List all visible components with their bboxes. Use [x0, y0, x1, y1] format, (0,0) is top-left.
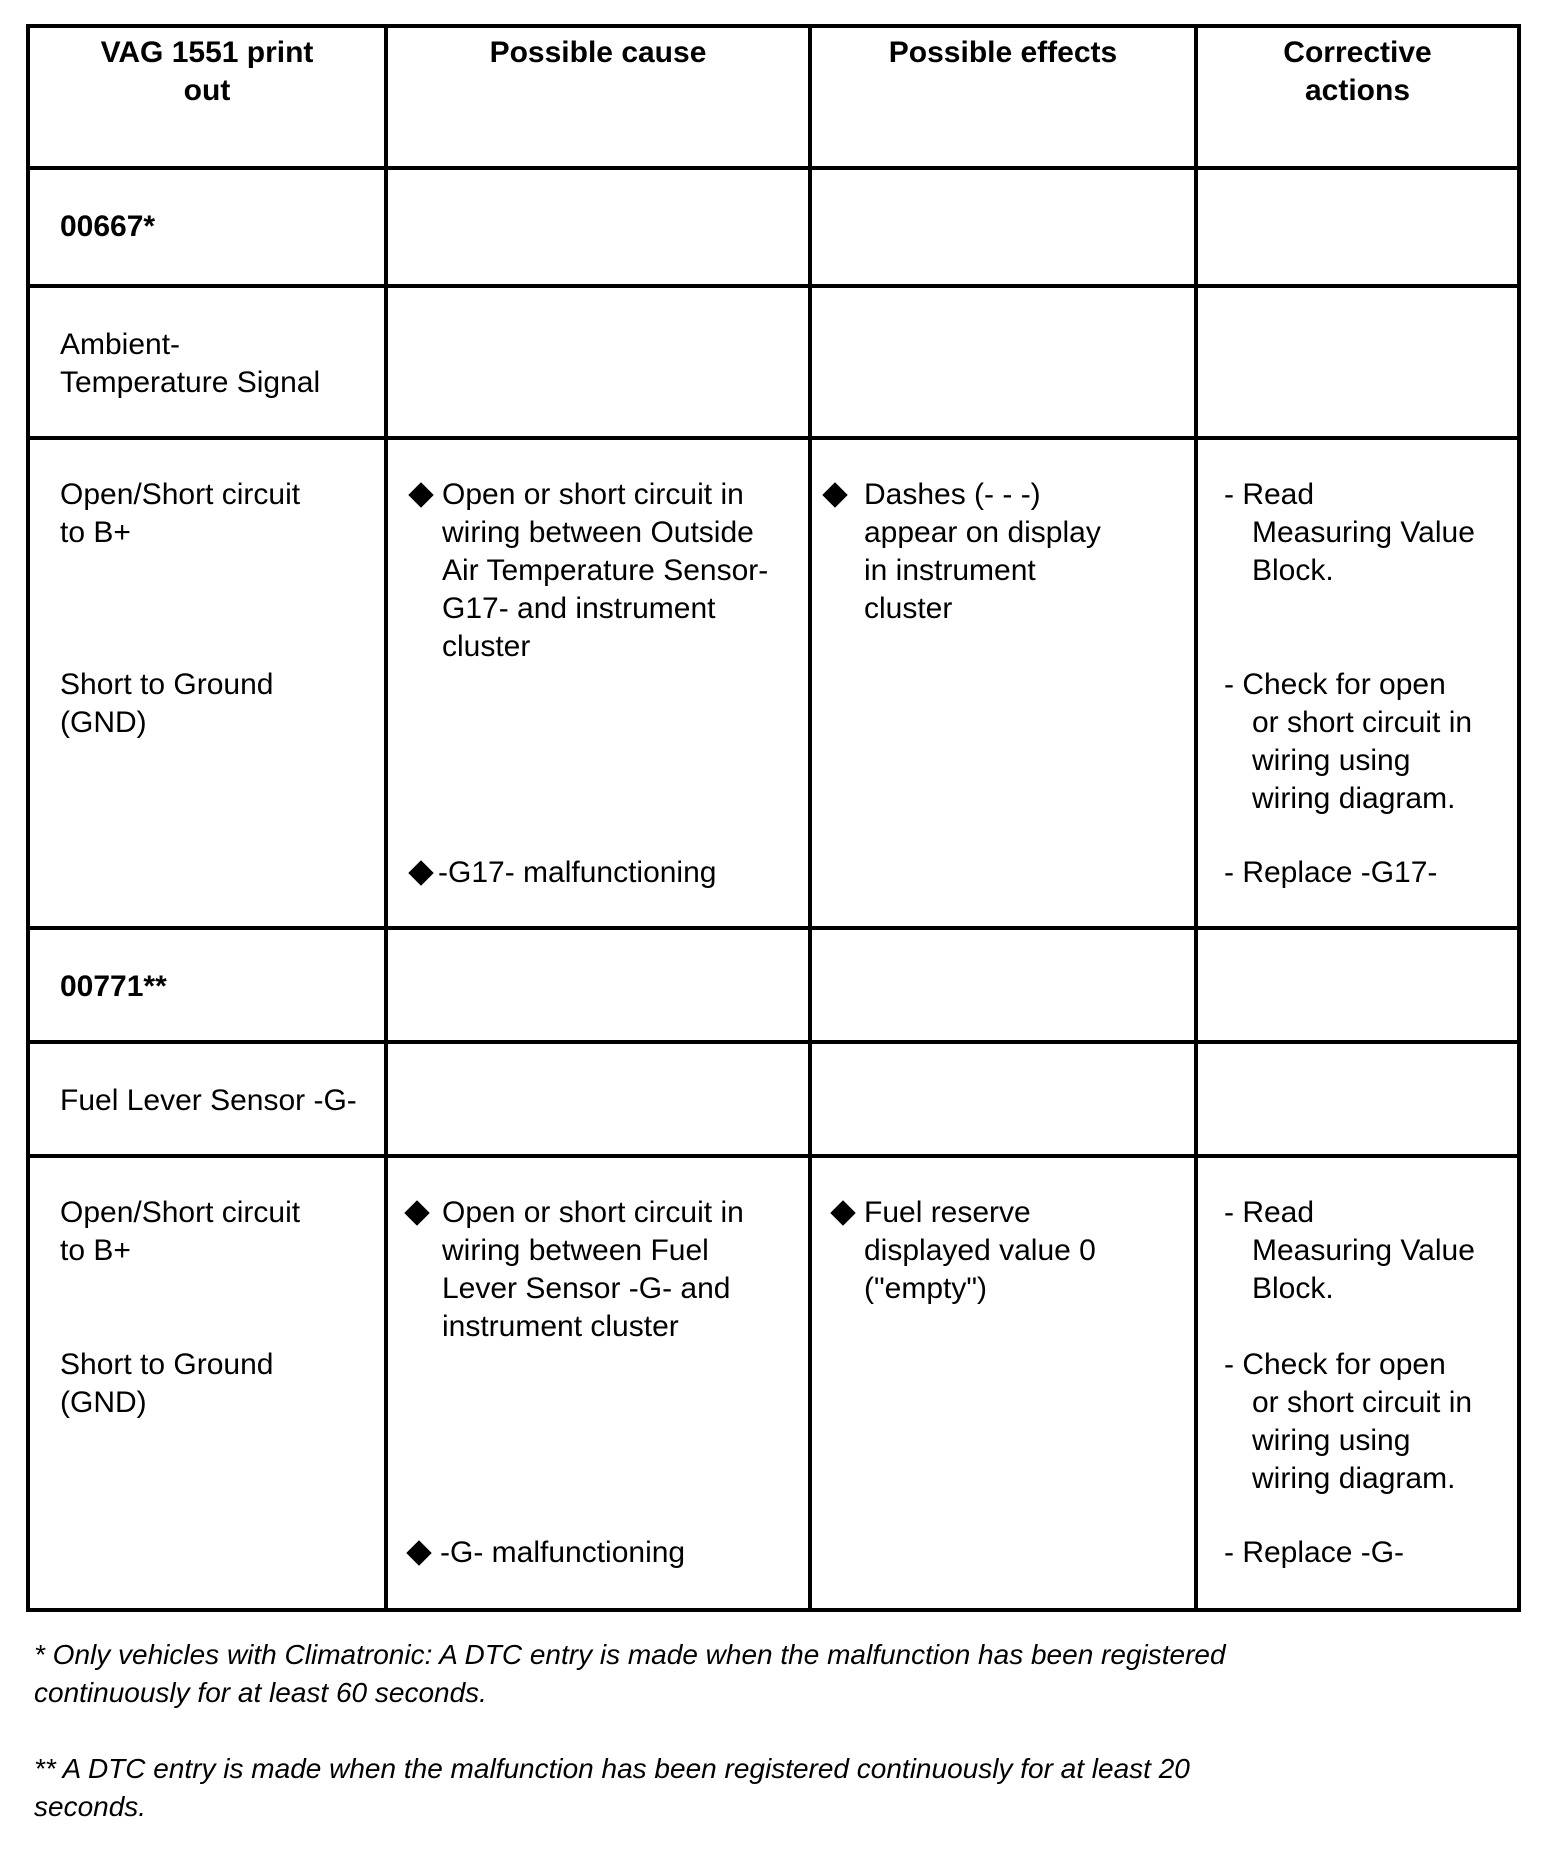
table-row [28, 928, 1519, 1042]
component-ambient-temperature: Ambient- Temperature Signal [28, 286, 386, 438]
header-possible-effects: Possible effects [810, 26, 1196, 168]
table-row [28, 1042, 1519, 1156]
table-row [28, 438, 1519, 928]
diamond-bullet-icon [408, 482, 433, 507]
diamond-bullet-icon [830, 1200, 855, 1225]
dtc-code-00667: 00667* [28, 168, 386, 286]
dtc-table [26, 24, 1521, 1612]
dtc-code-00771: 00771** [28, 928, 386, 1042]
conditions-cell: Open/Short circuit to B+ Short to Ground (GND) [28, 1156, 386, 1610]
table-row [28, 168, 1519, 286]
possible-cause-cell: Open or short circuit in wiring between Fuel Lever Sensor -G- and instrument cluster -G- malfunctioning [386, 1156, 810, 1610]
table-row [28, 1156, 1519, 1610]
diamond-bullet-icon [408, 860, 433, 885]
possible-effects-cell: Dashes (- - -) appear on display in instrument cluster [810, 438, 1196, 928]
table-row [28, 286, 1519, 438]
header-vag-printout: VAG 1551 print out [28, 26, 386, 168]
possible-cause-cell: Open or short circuit in wiring between Outside Air Temperature Sensor- G17- and instrument cluster -G17- malfunctioning [386, 438, 810, 928]
component-fuel-lever-sensor: Fuel Lever Sensor -G- [28, 1042, 386, 1156]
possible-effects-cell: Fuel reserve displayed value 0 ("empty") [810, 1156, 1196, 1610]
diamond-bullet-icon [404, 1200, 429, 1225]
conditions-cell: Open/Short circuit to B+ Short to Ground (GND) [28, 438, 386, 928]
corrective-actions-cell: - Read Measuring Value Block. - Check for open or short circuit in wiring using wiring diagram. - Replace -G17- [1196, 438, 1519, 928]
footnote-climatronic: * Only vehicles with Climatronic: A DTC entry is made when the malfunction has been registered continuously for at least 60 seconds. [34, 1639, 1226, 1708]
corrective-actions-cell: - Read Measuring Value Block. - Check for open or short circuit in wiring using wiring diagram. - Replace -G- [1196, 1156, 1519, 1610]
diamond-bullet-icon [822, 482, 847, 507]
header-row [28, 26, 1519, 168]
header-corrective-actions: Corrective actions [1196, 26, 1519, 168]
footnote-dtc-20-seconds: ** A DTC entry is made when the malfunction has been registered continuously for at least 20 seconds. [34, 1753, 1190, 1822]
diamond-bullet-icon [406, 1540, 431, 1565]
header-possible-cause: Possible cause [386, 26, 810, 168]
